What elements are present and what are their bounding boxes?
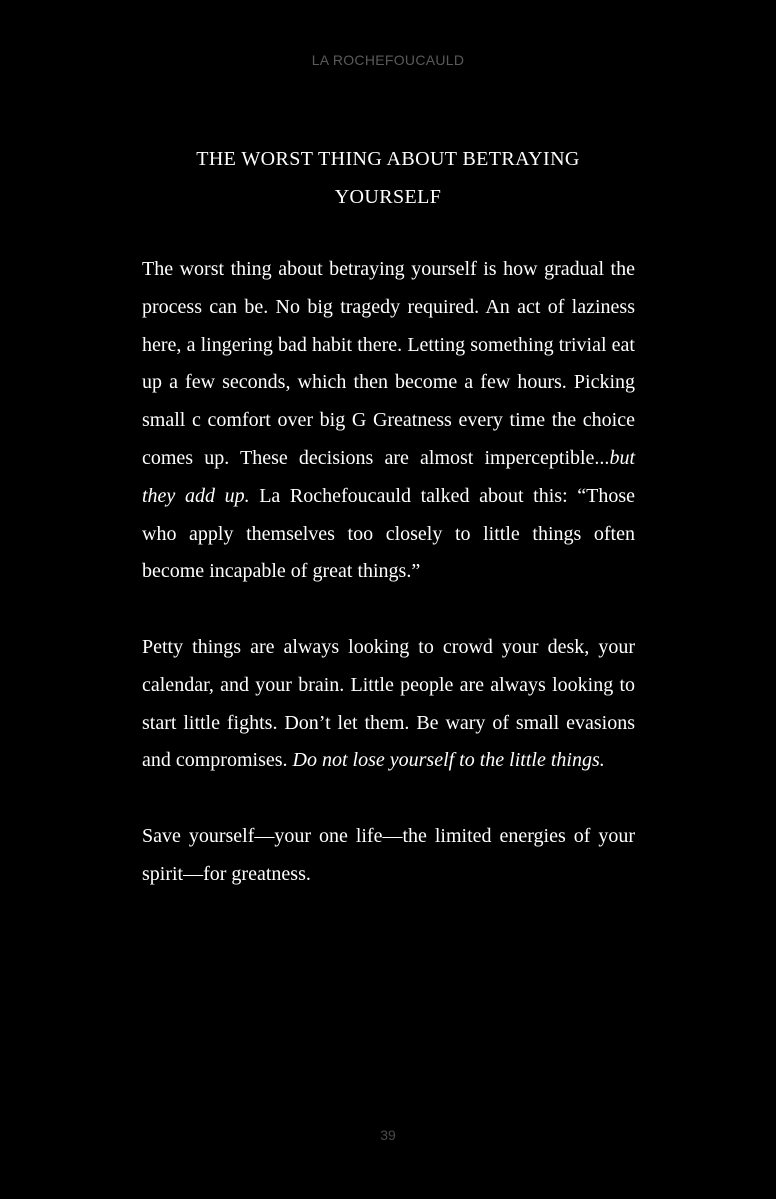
body-text [142,251,635,894]
paragraph-1-text-b: La Rochefoucauld talked about this: “Those who apply themselves too closely to little things often become incapable of great things.” [142,484,636,583]
running-head: LA ROCHEFOUCAULD [311,52,465,68]
paragraph-1-text-a: The worst thing about betraying yourself is how gradual the process can be. No big tragedy required. An act of laziness here, a lingering bad habit there. Letting something trivial eat up a few seconds, which then become a few hours. Picking small c comfort over big G Greatness every time the choice comes up. These decisions are almost imperceptible... [142,258,635,469]
paragraph-3-text: Save yourself—your one life—the limited energies of your spirit—for greatness. [142,824,635,885]
paragraph-1-italic: but they add up. [142,446,635,507]
paragraph-1 [142,251,635,591]
paragraph-2-italic: Do not lose yourself to the little things. [292,749,605,772]
chapter-title-line-2: YOURSELF [334,186,442,208]
page-number: 39 [380,1127,396,1143]
chapter-title-line-1: THE WORST THING ABOUT BETRAYING [196,148,580,170]
paragraph-2-text-a: Petty things are always looking to crowd your desk, your calendar, and your brain. Little people are always looking to start little fights. Don’t let them. Be wary of small evasions and compromises. [142,635,635,772]
paragraph-2 [142,629,635,780]
chapter-title [140,140,636,216]
paragraph-3 [142,818,635,894]
